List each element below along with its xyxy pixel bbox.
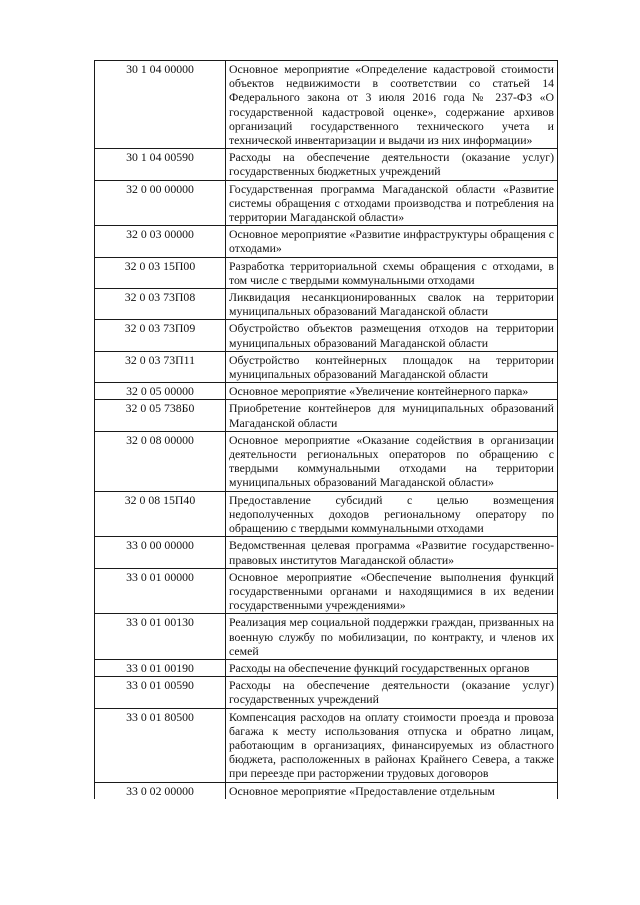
table-row [95,659,558,676]
row-description: Реализация мер социальной поддержки граждан, призванных на военную службу по мобилизации, по контракту, и членов их семей [226,614,558,660]
table-row [95,708,558,782]
row-code: 33 0 01 00000 [95,568,226,614]
table-row [95,226,558,257]
row-description: Компенсация расходов на оплату стоимости проезда и провоза багажа к месту использования отпуска и обратно лицам, работающим в организациях, финансируемых из областного бюджета, расположенных в районах Крайнего Севера, а также при переезде при расторжении трудовых договоров [226,708,558,782]
row-code: 33 0 01 00190 [95,659,226,676]
row-code: 32 0 00 00000 [95,180,226,226]
row-description: Ведомственная целевая программа «Развитие государственно-правовых институтов Магаданской области» [226,537,558,568]
table-row [95,61,558,149]
table-row [95,289,558,320]
row-code: 30 1 04 00000 [95,61,226,149]
table-row [95,383,558,400]
row-description: Основное мероприятие «Развитие инфраструктуры обращения с отходами» [226,226,558,257]
row-description: Разработка территориальной схемы обращения с отходами, в том числе с твердыми коммунальными отходами [226,257,558,288]
row-code: 32 0 03 73П09 [95,320,226,351]
row-code: 33 0 01 00130 [95,614,226,660]
row-code: 32 0 03 73П08 [95,289,226,320]
row-description: Ликвидация несанкционированных свалок на территории муниципальных образований Магаданской области [226,289,558,320]
row-description: Основное мероприятие «Обеспечение выполнения функций государственными органами и находящимися в их ведении государственными учреждениями» [226,568,558,614]
table-row [95,677,558,708]
row-description: Расходы на обеспечение деятельности (оказание услуг) государственных учреждений [226,677,558,708]
row-description: Расходы на обеспечение функций государственных органов [226,659,558,676]
row-code: 32 0 08 00000 [95,431,226,491]
table-row [95,149,558,180]
row-code: 32 0 08 15П40 [95,491,226,537]
row-code: 33 0 02 00000 [95,782,226,799]
table-row [95,782,558,799]
budget-classification-table [94,60,558,799]
row-description: Приобретение контейнеров для муниципальных образований Магаданской области [226,400,558,431]
row-code: 33 0 00 00000 [95,537,226,568]
row-code: 30 1 04 00590 [95,149,226,180]
row-code: 32 0 03 15П00 [95,257,226,288]
table-row [95,351,558,382]
row-code: 32 0 03 00000 [95,226,226,257]
row-description: Основное мероприятие «Оказание содействия в организации деятельности региональных операторов по обращению с твердыми коммунальными отходами на территории муниципальных образований Магаданской области» [226,431,558,491]
row-description: Обустройство контейнерных площадок на территории муниципальных образований Магаданской области [226,351,558,382]
row-code: 32 0 05 738Б0 [95,400,226,431]
row-code: 33 0 01 00590 [95,677,226,708]
table-row [95,568,558,614]
table-row [95,431,558,491]
row-description: Основное мероприятие «Определение кадастровой стоимости объектов недвижимости в соответствии со статьей 14 Федерального закона от 3 июля 2016 года № 237-ФЗ «О государственной кадастровой оценке», содержание архивов организаций государственного технического учета и технической инвентаризации и выдачи из них информации» [226,61,558,149]
row-description: Государственная программа Магаданской области «Развитие системы обращения с отходами производства и потребления на территории Магаданской области» [226,180,558,226]
table-row [95,320,558,351]
row-code: 32 0 03 73П11 [95,351,226,382]
row-code: 33 0 01 80500 [95,708,226,782]
row-description: Расходы на обеспечение деятельности (оказание услуг) государственных бюджетных учреждений [226,149,558,180]
row-description: Основное мероприятие «Увеличение контейнерного парка» [226,383,558,400]
table-row [95,537,558,568]
table-row [95,614,558,660]
row-code: 32 0 05 00000 [95,383,226,400]
row-description: Обустройство объектов размещения отходов на территории муниципальных образований Магаданской области [226,320,558,351]
table-row [95,180,558,226]
table-row [95,491,558,537]
row-description: Основное мероприятие «Предоставление отдельным [226,782,558,799]
table-row [95,400,558,431]
row-description: Предоставление субсидий с целью возмещения недополученных доходов региональному оператору по обращению с твердыми коммунальными отходами [226,491,558,537]
table-row [95,257,558,288]
